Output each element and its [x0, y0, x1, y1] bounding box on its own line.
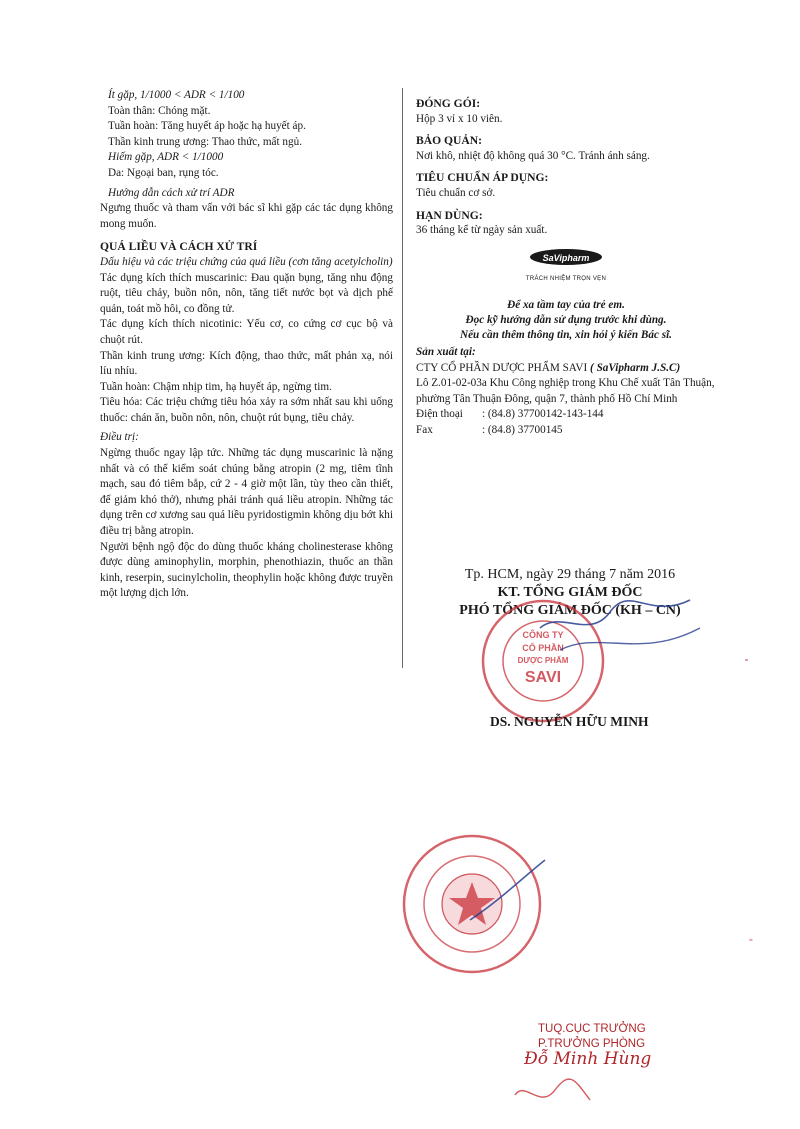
ministry-stamp	[398, 830, 546, 978]
storage-text: Nơi khô, nhiệt độ không quá 30 °C. Tránh ánh sáng.	[416, 149, 650, 162]
sign-item: Tác dụng kích thích nicotinic: Yếu cơ, co cứng cơ cục bộ và chuột rút.	[100, 318, 393, 346]
rare-item: Tuần hoàn: Tăng huyết áp hoặc hạ huyết áp.	[108, 120, 306, 133]
svg-text:SAVI: SAVI	[524, 669, 562, 686]
sign-item: Tuần hoàn: Chậm nhịp tim, hạ huyết áp, ngừng tim.	[100, 380, 332, 393]
sign-item: Thần kinh trung ương: Kích động, thao thức, mất phản xạ, nói líu nhíu.	[100, 349, 393, 378]
expiry-heading: HẠN DÙNG:	[416, 208, 483, 222]
rare-item: Thần kinh trung ương: Thao thức, mất ngủ.	[108, 135, 303, 148]
manufacturer-address: Lô Z.01-02-03a Khu Công nghiệp trong Khu Chế xuất Tân Thuận, phường Tân Thuận Đông, quận 7, thành phố Hồ Chí Minh	[416, 377, 715, 405]
svg-text:CÔNG TY: CÔNG TY	[522, 630, 564, 640]
left-column	[100, 88, 393, 602]
veryrare-heading: Hiếm gặp, ADR < 1/1000	[108, 151, 224, 164]
signer-name: DS. NGUYỄN HỮU MINH	[490, 714, 649, 729]
rare-item: Toàn thân: Chóng mặt.	[108, 104, 211, 117]
date-line: Tp. HCM, ngày 29 tháng 7 năm 2016	[464, 567, 676, 582]
right-column	[416, 96, 716, 439]
standard-text: Tiêu chuẩn cơ sở.	[416, 186, 496, 199]
approver-line-1: TUQ.CỤC TRƯỞNG	[538, 1023, 646, 1035]
svg-text:CỔ PHẦN: CỔ PHẦN	[522, 643, 564, 653]
approver-name: Đỗ Minh Hùng	[524, 1049, 652, 1069]
sign-item: Tiêu hóa: Các triệu chứng tiêu hóa xảy ra sớm nhất sau khi uống thuốc: chán ăn, buồn nôn, nôn, chuột rút bụng, tiêu chảy.	[100, 396, 393, 424]
phone-row	[416, 407, 716, 423]
manufacturer-line	[416, 361, 716, 377]
signature-title-1: KT. TỔNG GIÁM ĐỐC	[497, 585, 643, 600]
packing-heading: ĐÓNG GÓI:	[416, 97, 481, 110]
overdose-title: QUÁ LIỀU VÀ CÁCH XỬ TRÍ	[100, 240, 258, 254]
packing-text: Hộp 3 vỉ x 10 viên.	[416, 112, 503, 125]
storage-heading: BẢO QUẢN:	[416, 134, 483, 148]
manufacturer-brand: ( SaVipharm J.S.C)	[590, 361, 681, 374]
fax-value: : (84.8) 37700145	[482, 423, 563, 436]
treatment-item: Ngừng thuốc ngay lập tức. Những tác dụng muscarinic là nặng nhất và có thể kiểm soát chúng bằng atropin (2 mg, tiêm tĩnh mạch, sau đó tiêm bắp, cứ 2 - 4 giờ một lần, tùy theo cần thiết, để giảm khó thở), nhưng phải tránh quá liều atropin. Những tác dụng trên cơ xương sau quá liều pyridostigmin không dịu bớt khi điều trị bằng atropin.	[100, 447, 393, 538]
manufacturer-name: CTY CỔ PHẦN DƯỢC PHẨM SAVI	[416, 361, 588, 374]
packing-section	[416, 96, 716, 127]
svg-text:DƯỢC PHẨM: DƯỢC PHẨM	[517, 656, 569, 665]
standard-heading: TIÊU CHUẨN ÁP DỤNG:	[416, 171, 549, 185]
logo-slogan: TRÁCH NHIỆM TRỌN VẸN	[525, 276, 607, 283]
sign-item: Tác dụng kích thích muscarinic: Đau quặn bụng, tăng nhu động ruột, tiêu chảy, buồn nôn, nôn, tăng tiết nước bọt và dịch phế quản, toát mồ hôi, co đồng tử.	[100, 271, 393, 315]
rare-heading: Ít gặp, 1/1000 < ADR < 1/100	[108, 89, 245, 101]
manufacturer-heading: Sản xuất tại:	[416, 345, 476, 358]
phone-value: : (84.8) 37700142-143-144	[482, 408, 604, 421]
storage-section	[416, 133, 716, 164]
column-divider	[402, 88, 403, 668]
adr-heading: Hướng dẫn cách xử trí ADR	[108, 186, 235, 199]
partial-edge-stamp	[693, 650, 753, 950]
fax-row	[416, 423, 716, 439]
signs-heading: Dấu hiệu và các triệu chứng của quá liều (cơn tăng acetylcholin)	[100, 255, 393, 268]
warning-line: Đọc kỹ hướng dẫn sử dụng trước khi dùng.	[465, 313, 667, 326]
treatment-item: Người bệnh ngộ độc do dùng thuốc kháng cholinesterase không được dùng aminophylin, morphin, phenothiazin, thuốc an thần kinh, reserpin, sucinylcholin, theophylin hoặc không được truyền một lượng dịch lớn.	[100, 540, 393, 600]
company-stamp	[478, 596, 608, 726]
expiry-section	[416, 208, 716, 239]
phone-label: Điện thoại	[416, 408, 463, 421]
warning-line: Nếu cần thêm thông tin, xin hỏi ý kiến Bác sĩ.	[460, 328, 672, 341]
treatment-heading: Điều trị:	[100, 431, 139, 444]
signature-title-2: PHÓ TỔNG GIÁM ĐỐC (KH – CN)	[459, 603, 681, 618]
veryrare-item: Da: Ngoại ban, rụng tóc.	[108, 166, 219, 179]
expiry-text: 36 tháng kể từ ngày sản xuất.	[416, 224, 548, 237]
adr-text: Ngưng thuốc và tham vấn với bác sĩ khi gặp các tác dụng không mong muốn.	[100, 202, 393, 230]
fax-label: Fax	[416, 423, 433, 436]
savipharm-logo	[416, 249, 716, 271]
approver-line-2: P.TRƯỞNG PHÒNG	[538, 1038, 646, 1050]
approver-block	[524, 1022, 652, 1069]
logo-text: SaVipharm	[542, 252, 590, 263]
standard-section	[416, 170, 716, 201]
warning-line: Để xa tầm tay của trẻ em.	[507, 298, 625, 311]
